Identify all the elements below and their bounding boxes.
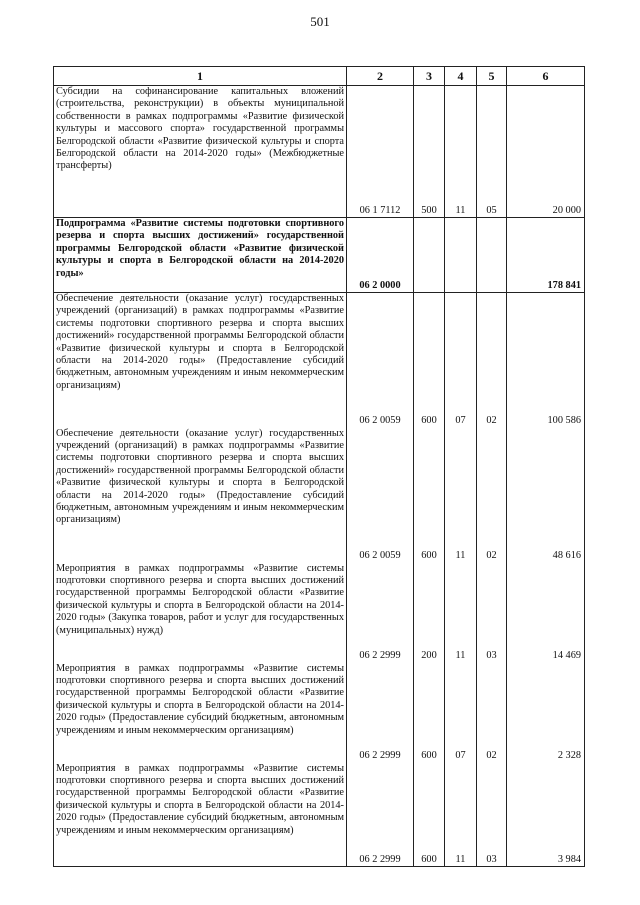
row-description: Мероприятия в рамках подпрограммы «Развитие системы подготовки спортивного резерва и спорта высших достижений государственной программы Белгородской области «Развитие физической культуры и спорта в Белгородской области на 2014-2020 годы» (Предоставление субсидий бюджетным, автономным учреждениям и иным некоммерческим организациям)	[54, 663, 347, 763]
table-row	[54, 86, 585, 218]
row-code: 06 2 2999	[347, 563, 414, 663]
header-col-3: 3	[414, 67, 445, 86]
row-amount: 2 328	[507, 663, 585, 763]
page-number: 501	[310, 14, 330, 29]
header-col-6: 6	[507, 67, 585, 86]
row-section	[445, 218, 477, 293]
row-amount: 100 586	[507, 293, 585, 428]
row-code: 06 2 0000	[347, 218, 414, 293]
row-section: 07	[445, 663, 477, 763]
row-section: 11	[445, 428, 477, 563]
row-subsection: 02	[477, 663, 507, 763]
row-section: 11	[445, 563, 477, 663]
table-row	[54, 293, 585, 428]
header-col-5: 5	[477, 67, 507, 86]
row-type: 500	[414, 86, 445, 218]
row-amount: 178 841	[507, 218, 585, 293]
row-subsection: 02	[477, 293, 507, 428]
table-row	[54, 563, 585, 663]
row-amount: 48 616	[507, 428, 585, 563]
row-description: Мероприятия в рамках подпрограммы «Развитие системы подготовки спортивного резерва и спорта высших достижений государственной программы Белгородской области «Развитие физической культуры и спорта в Белгородской области на 2014-2020 годы» (Закупка товаров, работ и услуг для государственных (муниципальных) нужд)	[54, 563, 347, 663]
row-section: 11	[445, 763, 477, 867]
row-subsection: 03	[477, 563, 507, 663]
row-description: Обеспечение деятельности (оказание услуг) государственных учреждений (организаций) в рамках подпрограммы «Развитие системы подготовки спортивного резерва и спорта высших достижений» государственной программы Белгородской области «Развитие физической культуры и спорта в Белгородской области на 2014-2020 годы» (Предоставление субсидий бюджетным, автономным учреждениям и иным некоммерческим организациям)	[54, 428, 347, 563]
row-description: Субсидии на софинансирование капитальных вложений (строительства, реконструкции) в объекты муниципальной собственности в рамках подпрограммы «Развитие физической культуры и массового спорта» государственной программы Белгородской области «Развитие физической культуры и спорта Белгородской области на 2014-2020 годы» (Межбюджетные трансферты)	[54, 86, 347, 218]
row-subsection: 02	[477, 428, 507, 563]
row-subsection: 05	[477, 86, 507, 218]
table-row	[54, 763, 585, 867]
row-type: 600	[414, 293, 445, 428]
row-code: 06 2 0059	[347, 428, 414, 563]
row-amount: 14 469	[507, 563, 585, 663]
row-type: 600	[414, 428, 445, 563]
table-row	[54, 218, 585, 293]
row-amount: 3 984	[507, 763, 585, 867]
header-col-4: 4	[445, 67, 477, 86]
row-type: 200	[414, 563, 445, 663]
table-row	[54, 428, 585, 563]
row-type: 600	[414, 663, 445, 763]
header-col-1: 1	[54, 67, 347, 86]
row-code: 06 1 7112	[347, 86, 414, 218]
row-code: 06 2 2999	[347, 763, 414, 867]
row-section: 11	[445, 86, 477, 218]
row-description: Обеспечение деятельности (оказание услуг) государственных учреждений (организаций) в рамках подпрограммы «Развитие системы подготовки спортивного резерва и спорта высших достижений» государственной программы Белгородской области «Развитие физической культуры и спорта в Белгородской области на 2014-2020 годы» (Предоставление субсидий бюджетным, автономным учреждениям и иным некоммерческим организациям)	[54, 293, 347, 428]
row-subsection: 03	[477, 763, 507, 867]
row-subsection	[477, 218, 507, 293]
row-code: 06 2 2999	[347, 663, 414, 763]
row-section: 07	[445, 293, 477, 428]
row-description: Мероприятия в рамках подпрограммы «Развитие системы подготовки спортивного резерва и спорта высших достижений государственной программы Белгородской области «Развитие физической культуры и спорта в Белгородской области на 2014-2020 годы» (Предоставление субсидий бюджетным, автономным учреждениям и иным некоммерческим организациям)	[54, 763, 347, 867]
row-type	[414, 218, 445, 293]
row-code: 06 2 0059	[347, 293, 414, 428]
row-type: 600	[414, 763, 445, 867]
header-col-2: 2	[347, 67, 414, 86]
row-description: Подпрограмма «Развитие системы подготовки спортивного резерва и спорта высших достижений» государственной программы Белгородской области «Развитие физической культуры и спорта в Белгородской области на 2014-2020 годы»	[54, 218, 347, 293]
row-amount: 20 000	[507, 86, 585, 218]
table-header-row	[54, 67, 585, 86]
table-row	[54, 663, 585, 763]
budget-table	[53, 66, 585, 867]
